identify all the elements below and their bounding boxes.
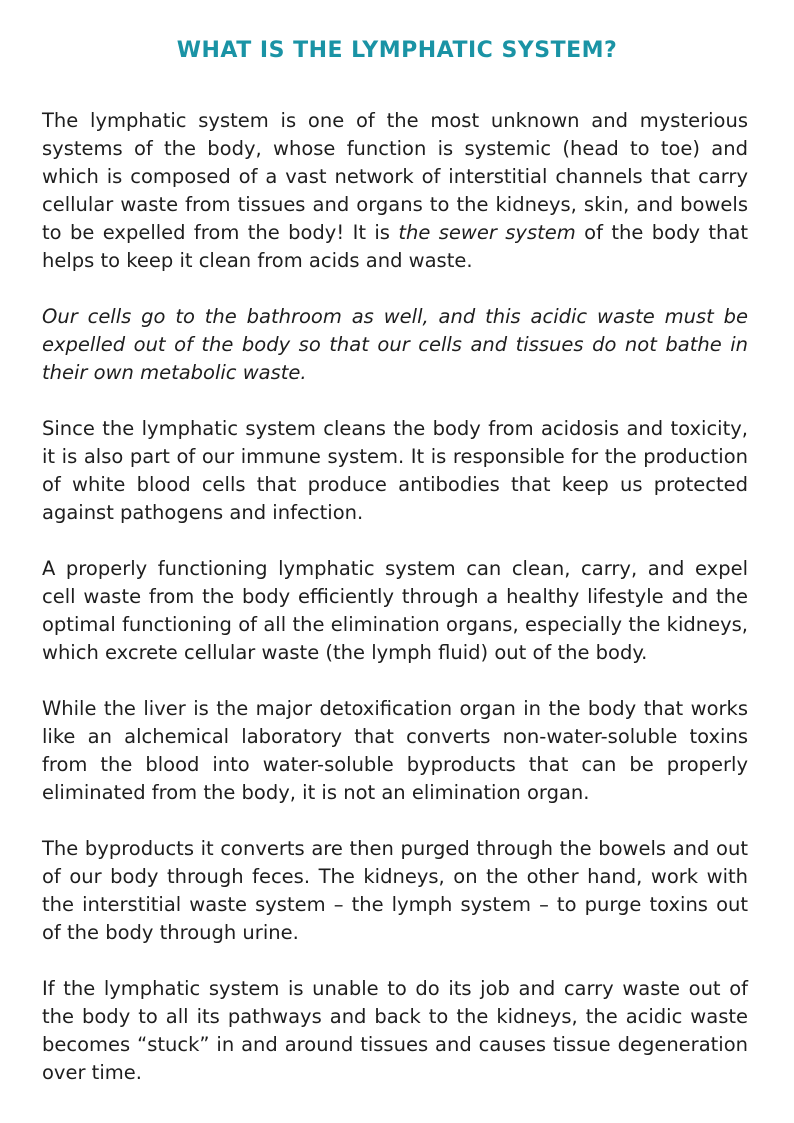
document-body bbox=[42, 107, 748, 1115]
paragraph-byproducts: The byproducts it converts are then purged through the bowels and out of our body through feces. The kidneys, on the other hand, work with the interstitial waste system – the lymph system – to purge toxins out of the body through urine. bbox=[42, 837, 748, 944]
paragraph-liver: While the liver is the major detoxification organ in the body that works like an alchemical laboratory that converts non-water-soluble toxins from the blood into water-soluble byproducts that can be properly eliminated from the body, it is not an elimination organ. bbox=[42, 697, 748, 804]
paragraph-intro-text-end: of the body that helps to keep it clean from acids and waste. bbox=[42, 221, 748, 272]
paragraph-cells-waste: Our cells go to the bathroom as well, and this acidic waste must be expelled out of the body so that our cells and tissues do not bathe in their own metabolic waste. bbox=[42, 305, 748, 384]
paragraph-intro-emphasis: the sewer system bbox=[398, 221, 576, 244]
paragraph-immune-system: Since the lymphatic system cleans the body from acidosis and toxicity, it is also part of our immune system. It is responsible for the production of white blood cells that produce antibodies that keep us protected against pathogens and infection. bbox=[42, 417, 748, 524]
page-title: WHAT IS THE LYMPHATIC SYSTEM? bbox=[176, 38, 618, 63]
paragraph-functioning-system: A properly functioning lymphatic system can clean, carry, and expel cell waste from the body efficiently through a healthy lifestyle and the optimal functioning of all the elimination organs, especially the kidneys, which excrete cellular waste (the lymph fluid) out of the body. bbox=[42, 557, 748, 664]
paragraph-intro-text: The lymphatic system is one of the most unknown and mysterious systems of the body, whose function is systemic (head to toe) and which is composed of a vast network of interstitial channels that carry cellular waste from tissues and organs to the kidneys, skin, and bowels to be expelled from the body! It is bbox=[42, 109, 748, 244]
paragraph-intro bbox=[42, 107, 748, 275]
paragraph-stuck-waste: If the lymphatic system is unable to do its job and carry waste out of the body to all its pathways and back to the kidneys, the acidic waste becomes “stuck” in and around tissues and causes tissue degeneration over time. bbox=[42, 977, 748, 1084]
